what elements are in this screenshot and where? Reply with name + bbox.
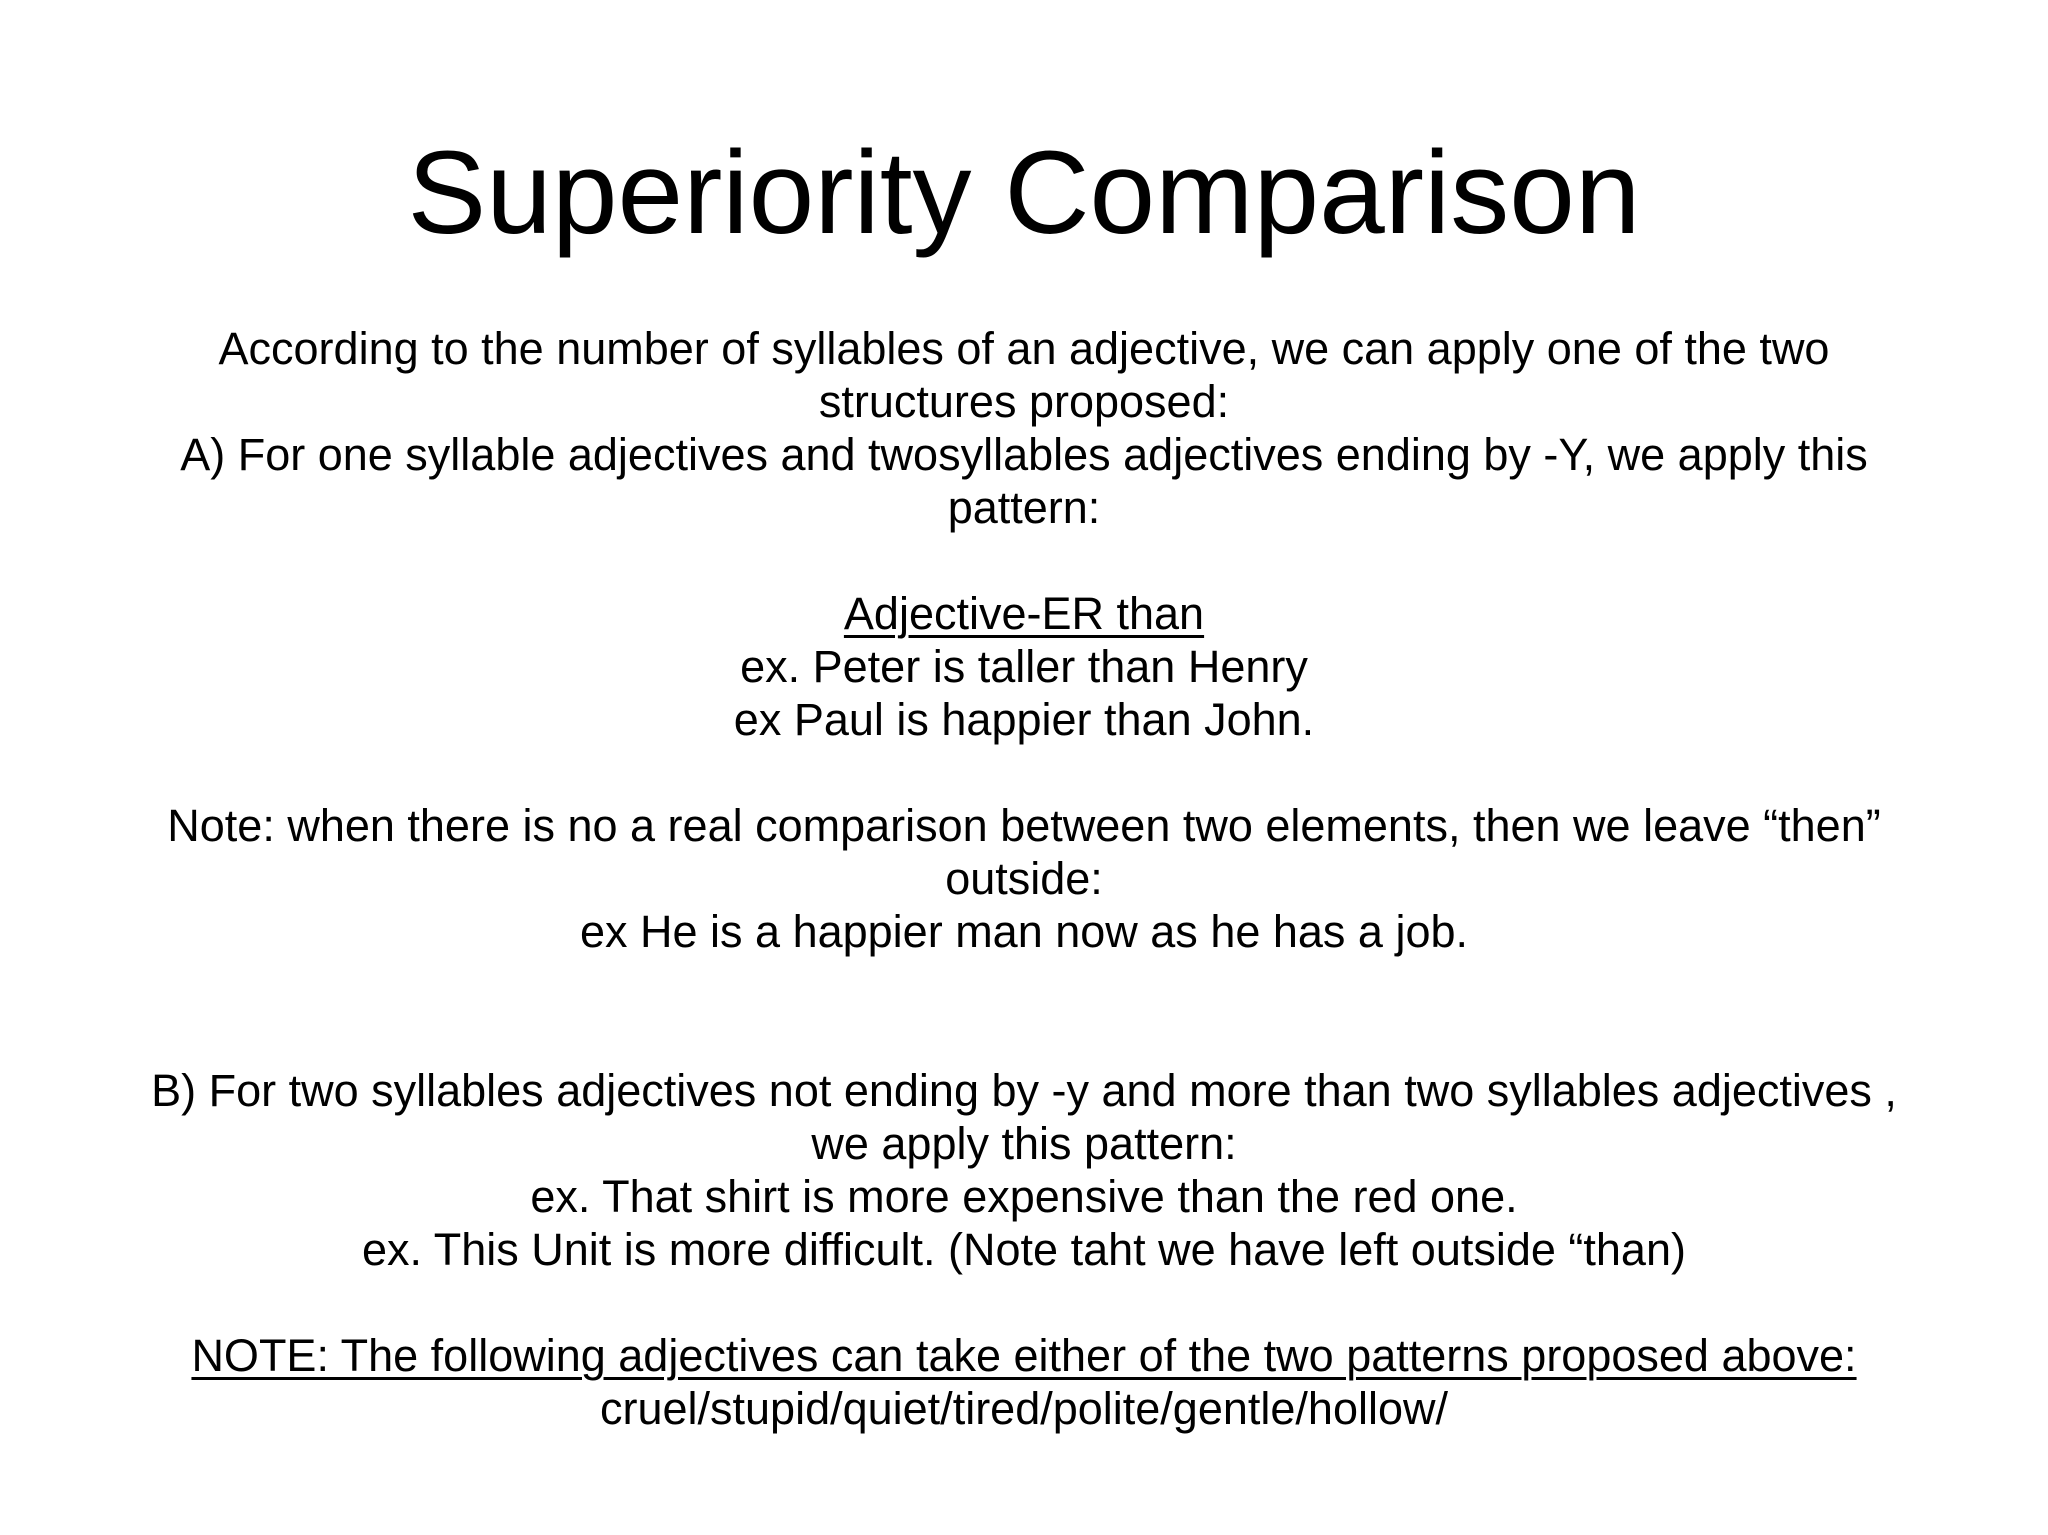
final-adjective-list: cruel/stupid/quiet/tired/polite/gentle/hollow/ [599, 1383, 1448, 1434]
section-a-line-2: pattern: [947, 482, 1101, 533]
pattern-a-row [100, 587, 1948, 640]
example-b-1: ex. That shirt is more expensive than the red one. [530, 1171, 1518, 1222]
slide-body [100, 322, 1948, 1435]
blank-line [100, 534, 1948, 587]
blank-line [100, 1276, 1948, 1329]
section-b-line-1: B) For two syllables adjectives not ending by -y and more than two syllables adjectives , [151, 1065, 1897, 1116]
intro-line-1: According to the number of syllables of an adjective, we can apply one of the two [218, 323, 1830, 374]
blank-line [100, 1011, 1948, 1064]
intro-line-2: structures proposed: [818, 376, 1230, 427]
blank-line [100, 958, 1948, 1011]
note-a-line-1: Note: when there is no a real comparison between two elements, then we leave “then” [167, 800, 1881, 851]
example-b-2: ex. This Unit is more difficult. (Note taht we have left outside “than) [362, 1224, 1686, 1275]
example-a-2: ex Paul is happier than John. [733, 694, 1315, 745]
final-note: NOTE: The following adjectives can take either of the two patterns proposed above: [191, 1330, 1857, 1381]
note-a-line-2: outside: [945, 853, 1103, 904]
final-note-row [100, 1329, 1948, 1382]
note-a-example: ex He is a happier man now as he has a job. [579, 906, 1469, 957]
section-b-line-2: we apply this pattern: [811, 1118, 1237, 1169]
slide-title: Superiority Comparison [407, 127, 1641, 259]
pattern-a: Adjective-ER than [843, 588, 1205, 639]
example-a-1: ex. Peter is taller than Henry [740, 641, 1308, 692]
section-a-line-1: A) For one syllable adjectives and twosyllables adjectives ending by -Y, we apply this [180, 429, 1868, 480]
blank-line [100, 746, 1948, 799]
